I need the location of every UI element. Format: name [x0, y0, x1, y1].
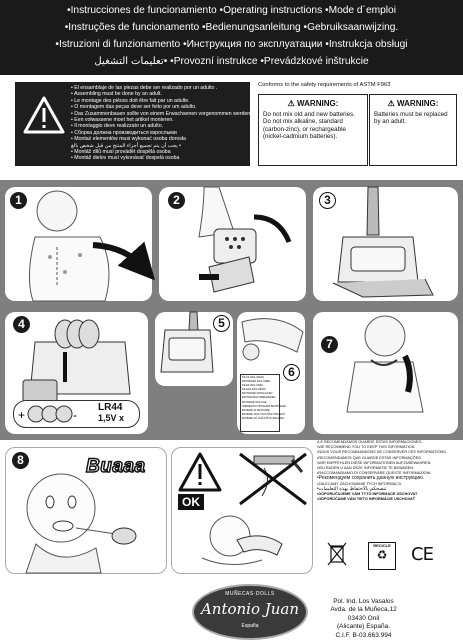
tag-line: BATTERIE INCLUSE — [242, 400, 267, 404]
ce-mark: CE — [411, 544, 433, 565]
step-number: 3 — [319, 192, 336, 209]
assembly-line: • يجب أن يتم تجميع أجزاء المنتج من قبل شخص بالغ — [71, 142, 181, 149]
svg-text:-: - — [73, 408, 77, 422]
recommend-line: •WIR EMPFEHLEN DIESE INFORMATIONEN AUFZUBEWAHREN. — [317, 460, 432, 465]
warning-title — [370, 99, 456, 108]
recommend-line: •RECOMENDAMOS QUE GUARDE ESTAS INFORMAÇÕES. — [317, 455, 422, 460]
cry-sound-text: Buaaa — [86, 456, 146, 477]
battery-adult-warning — [369, 94, 457, 166]
tag-line: BATÉRIE SÚ SÚČASŤOU BALENIA — [242, 416, 285, 420]
company-address — [316, 598, 411, 640]
battery-spec-box — [13, 400, 140, 428]
warning-triangle-icon — [23, 96, 65, 134]
assembly-line: • Il montaggio deve realizzato un adulto. — [71, 123, 164, 130]
astm-conformity-text: Conforms to the safety requirements of ASTM F963 — [258, 82, 391, 88]
step-7-panel — [313, 312, 458, 434]
no-water-icon — [234, 450, 310, 508]
header-line-2: •Instruções de funcionamento •Bedienungsanleitung •Gebruiksaanwijzing. — [64, 22, 399, 33]
recommend-line: •LE RECOMENDAMOS GUARDE ESTAS INFORMACIONES. — [317, 440, 423, 444]
recommend-line: •RACCOMANDIAMO DI CONSERVARE QUESTE INFORMAZIONI. — [317, 471, 432, 476]
step-8-panel — [5, 447, 167, 574]
put-on-clothes-illustration — [313, 312, 458, 434]
tag-line: BATERIE JSOU SOUČÁSTÍ BALENÍ — [242, 412, 285, 416]
address-line: 03430 Onil — [347, 614, 380, 622]
battery-voltage: 1,5V x — [98, 413, 125, 423]
cleaning-panel — [171, 447, 313, 574]
recommend-line: •ننصحكم بالاحتفاظ بهذه التعليمات — [317, 485, 387, 492]
step-number: 6 — [283, 364, 300, 381]
step-number: 7 — [321, 336, 338, 353]
step-4-panel — [5, 312, 148, 434]
recommend-line: •WIJ RADEN U AAN DEZE INFORMATIE TE BEWAREN. — [317, 466, 415, 471]
assembly-line: • Das Zusammenbauen sollte von einem Erwachsenen vorgenommen werden — [71, 110, 251, 117]
step-2-panel — [159, 187, 306, 301]
step-1-panel — [5, 187, 152, 301]
recommend-line: •Рекомендуем сохранить данную инструкцию. — [317, 475, 425, 482]
tag-line: BATTERIEN ENTHALTEN — [242, 392, 273, 396]
header-line-4: تعليمات التشغيل• •Provozní instrukce •Prevádzkové inštrukcie — [94, 56, 369, 67]
recommend-line: •DOPORUČUJEME VÁM TYTO INFORMACE USCHOVAT — [317, 492, 418, 497]
recycle-icon: ♻ — [376, 548, 388, 562]
step-number: 5 — [213, 315, 230, 332]
button-cell-icons — [18, 404, 78, 424]
logo-name: Antonio Juan — [200, 600, 300, 618]
warning-body: Batteries must be replaced by an adult. — [374, 111, 448, 126]
step-6-panel — [237, 312, 305, 434]
assembly-warning-lines — [71, 85, 249, 162]
tag-text — [241, 375, 286, 422]
assembly-line: • Montaż elementów musi wykonać osoba dorosła — [71, 136, 186, 143]
header-line-1: •Instrucciones de funcionamiento •Operating instructions •Mode d´emploi — [67, 5, 396, 16]
warning-sign-icon: ⚠ — [387, 99, 395, 108]
tag-line: BATTERIES INCLUDED — [242, 380, 271, 384]
assembly-line: • Assembling must be done by an adult. — [71, 91, 162, 98]
assembly-line: • Сборка должна производиться взрослыми — [71, 129, 177, 136]
batteries-included-tag — [240, 374, 286, 432]
brand-logo — [192, 584, 308, 640]
recycle-label: RECICLE — [373, 543, 391, 548]
header-line-3: •Istruzioni di funzionamento •Инструкция по эксплуатации •Instrukcja obsługi — [55, 39, 408, 50]
assembly-line: • Le montage des pièces doit être fait par un adulte. — [71, 97, 190, 104]
tag-line: PILHAS INCLUÍDAS — [242, 388, 266, 392]
tag-line: ЭЛЕМЕНТЫ ПИТАНИЯ ВКЛЮЧЕНЫ — [242, 404, 286, 408]
logo-bottom-text: España — [241, 623, 259, 629]
doll-back-illustration — [5, 187, 152, 301]
assembly-line: • El ensamblaje de las piezas debe ser realizado por un adulto . — [71, 85, 218, 91]
assembly-line: • Een volwassene moet het artikel monteren. — [71, 117, 174, 124]
ok-label: OK — [178, 494, 204, 510]
assembly-line: • Montáž dílů musí provádět dospělá osoba — [71, 149, 171, 156]
address-line: C.I.F. B-03.663.994 — [335, 631, 392, 639]
recommend-line: •WE RECOMMEND YOU TO KEEP THIS INFORMATION. — [317, 445, 416, 450]
tag-line: BATTERIJEN INBEGREPEN — [242, 396, 276, 400]
address-line: (Alicante) España. — [336, 623, 391, 631]
warning-title-text: WARNING: — [397, 99, 439, 108]
assembly-line: • O montagem das peças deve ser feito por um adulto. — [71, 104, 197, 111]
warning-triangle-icon — [178, 452, 222, 492]
battery-mix-warning — [258, 94, 368, 166]
warning-sign-icon: ⚠ — [287, 99, 295, 108]
keep-information-list — [317, 440, 457, 502]
step-3-panel — [313, 187, 458, 301]
warning-body: Do not mix old and new batteries. Do not mix alkaline, standard (carbon-zinc), or rechargeable (nickel-cadmium batteries). — [263, 111, 355, 141]
tag-line: PILES INCLUSES — [242, 384, 264, 388]
address-line: Avda. de la Muñeca,12 — [330, 606, 397, 614]
crossed-bin-icon — [327, 541, 347, 567]
step-number: 4 — [13, 316, 30, 333]
warning-title-text: WARNING: — [297, 99, 339, 108]
tag-line: PILAS INCLUIDAS — [242, 376, 264, 379]
svg-text:+: + — [18, 408, 26, 422]
warning-title — [259, 99, 367, 108]
logo-top-text: MUÑECAS·DOLLS — [225, 591, 275, 597]
assembly-warning-box — [15, 82, 250, 166]
step-number: 8 — [12, 452, 29, 469]
tag-line: BATERIE W ZESTAWIE — [242, 408, 270, 412]
step-5-panel — [155, 312, 233, 386]
step-number: 1 — [10, 192, 27, 209]
header-banner — [0, 0, 463, 75]
step-number: 2 — [168, 192, 185, 209]
assembly-line: • Montáž dielov musí vykonávať dospelá osoba — [71, 155, 180, 162]
recycle-box — [368, 542, 396, 570]
address-line: Pol. Ind. Los Vasalos — [333, 598, 394, 605]
recommend-line: •ZALECAMY ZACHOWANIE TYCH INFORMACJI. — [317, 481, 403, 486]
wipe-clean-illustration — [182, 510, 307, 570]
recommend-line: •NOUS VOUS RECOMMANDONS DE CONSERVER CES INFORMATIONS. — [317, 450, 447, 455]
battery-type: LR44 — [98, 402, 123, 413]
recommend-line: •ODPORÚČAME VÁM TIETO INFORMÁCIE USCHOVAŤ — [317, 497, 416, 502]
